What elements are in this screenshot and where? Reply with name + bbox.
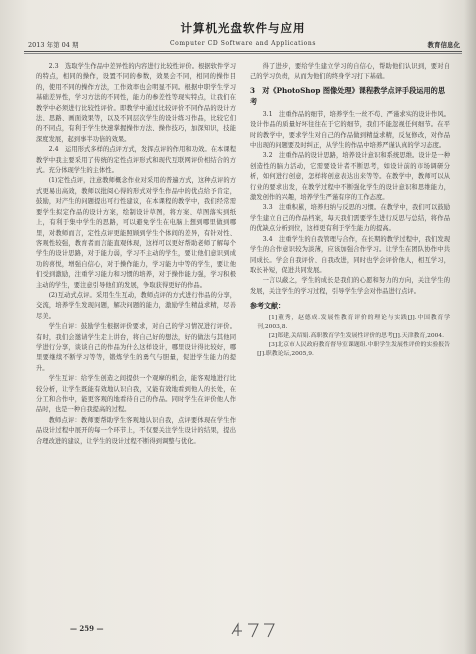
page-header — [24, 18, 462, 58]
page-number: — 259 — — [70, 624, 104, 633]
paragraph: 学生自评：鼓励学生根据评价要求，对自己的学习情况进行评价。有时，我们会邀请学生走上讲台，将自己好的想法，好的做法与其他同学进行分享，谈谈自己的作品为什么这样设计，哪里设计得比较好，哪里要继续不断学习等等，锻炼学生的勇气与胆量，促进学生能力的提升。 — [36, 323, 236, 372]
handwritten-note-icon — [228, 620, 288, 640]
paragraph: (2)互动式点评。采用生生互动，教师点评的方式进行作品的分享，交流，培养学生发现问题，解决问题的能力，激励学生精益求精，尽善尽美。 — [36, 291, 236, 320]
issue-label: 2013 年第 04 期 — [28, 41, 79, 49]
page-edge-shadow — [464, 0, 476, 654]
right-column — [250, 62, 450, 632]
paragraph: 3.2 注重作品的设计思路，培养设计意识和系统思维。设计是一种创造性的脑力活动，它需要设计者不断思考，如设计前的市场调研分析，如何进行创意，怎样将创意表达出来等等。在教学中，教师可以从行业的要求出发，在教学过程中不断强化学生的设计意识和思维能力，激发创作的兴趣，培养学生严谨有序的工作态度。 — [250, 152, 450, 202]
paragraph: 2.3 选取学生作品中差异性的内容进行比较性评价。根据软件学习的特点，相同的操作，设置不同的参数，效果会不同，相同的操作目的，使用不同的操作方法，工作效率也会明显不同。根据中职学生学习基础差异性，学习方法的不同性，能力的参差性等现实特点，让我们在教学中必须进行比较性评价。即教学中通过比较评价不同作品的设计方法、思路、画面效果等，以及不同层次学生的设计练习作品，比较它们的不同点，有利于学生快速掌握操作方法、操作技巧，加深知识，技能深度发展，起到事半功倍的效果。 — [36, 63, 236, 143]
reference-item: [2]郑建,关绍娟.高职教育学生发展性评价的思考[J].天津教育,2004. — [268, 332, 445, 339]
paragraph: 一言以蔽之，学生的成长是我们的心愿和努力的方向，关注学生的发展，关注学生的学习过程，引导学生学会对作品进行点评。 — [250, 277, 450, 295]
paragraph: 得了进步，要给学生建立学习的自信心，帮助他们认识到，要对自己的学习负责，从而为他们的终身学习打下基础。 — [250, 63, 450, 81]
paragraph: (1)定性点评，注意教师概念作业对采用的普遍方式，这种点评的方式更易出高效，教师以批阅心得的形式对学生作品中的优点给予肯定，鼓励，对产生的问题提出可行性建议，在本课程的教学中，我们经常需要学生拟定作品的设计方案，绘制设计草图，将方案、草图落实到纸上，有利于集中学生的思路，可以避免学生在电脑上想到哪里做到哪里，对教师而言，定性点评更能照顾到学生个体间的差异，有针对性、客观性较强，教育者而言能直观体现，这样可以更好帮助老师了解每个学生的设计思路，对于能力弱，学习不主动的学生，要让他们意识到成功的喜悦，增强自信心，对于操作能力，学习能力中等的学生，要让他们受到激励，注重学习能力和习惯的培养，对于操作能力强，学习积极主动的学生，要注意引导他们的发展，争取获得更好的作品。 — [36, 177, 236, 289]
column-label: 教育信息化 — [427, 41, 460, 49]
paragraph: 学生互评：给学生创造之间提供一个观摩的机会，能客观地进行比较分析，让学生既能有效地认识自我，又能有效地看到他人的长处，在分工和合作中，能更客观的地看待自己的作品。同时学生在评价他人作品时，也是一种自我提高的过程。 — [36, 375, 236, 414]
references-title: 参考文献： — [250, 301, 285, 311]
reference-item: [3]北京市人民政府教育督导室课题组.中职学生发展性评价的实验报告[J].职教论坛,2005,9. — [257, 342, 450, 358]
journal-title: 计算机光盘软件与应用 — [180, 21, 306, 35]
paragraph: 3.4 注重学生的自我管理与合作，在长期的教学过程中，我们发现学生的合作意识较为淡薄，应该加强合作学习。让学生在团队协作中共同成长。学会自我评价、自我改进，同时也学会评价他人，相互学习，取长补短，促进共同发展。 — [250, 235, 450, 274]
paragraph: 3.3 注重积累，培养归纳与反思的习惯。在教学中，我们可以鼓励学生建立自己的作品档案，每天我们需要学生进行反思与总结，将作品的优缺点分析到位，这样更有利于学生能力的提高。 — [250, 204, 450, 233]
paragraph: 3.1 注重作品的细节，培养学生一丝不苟、严谨求实的设计作风。设计作品的质量好坏往往在于它的细节，我们不能忽视任何细节。在平时的教学中，要求学生对自己的作品做到精益求精，反复修改，对作品中出现的问题要及时纠正，从学生的作品中培养严谨认真的学习态度。 — [250, 110, 450, 150]
header-rule — [24, 51, 462, 54]
left-column — [36, 62, 236, 632]
reference-item: [1]董秀，赵德成.发展性教育评价的理论与实践[J].中国教育学刊,2003,8. — [257, 314, 450, 330]
journal-subtitle: Computer CD Software and Applications — [169, 40, 317, 47]
section-heading: 3 对《PhotoShop 图像处理》课程教学点评手段运用的思考 — [250, 85, 446, 106]
paragraph: 2.4 运用形式多样的点评方式，发挥点评的作用和功效。在本课程教学中我主要采用了传统的定性点评形式和现代互联网评价相结合的方式。充分体现学生的主体性。 — [36, 146, 236, 175]
paragraph: 教师点评：教师要帮助学生客观地认识自我，点评要体现在学生作品设计过程中展开的每一个环节上，不仅要关注学生设计的结果，提出合理改进的建议，让学生的设计过程不断得到调整与优化。 — [36, 416, 236, 445]
